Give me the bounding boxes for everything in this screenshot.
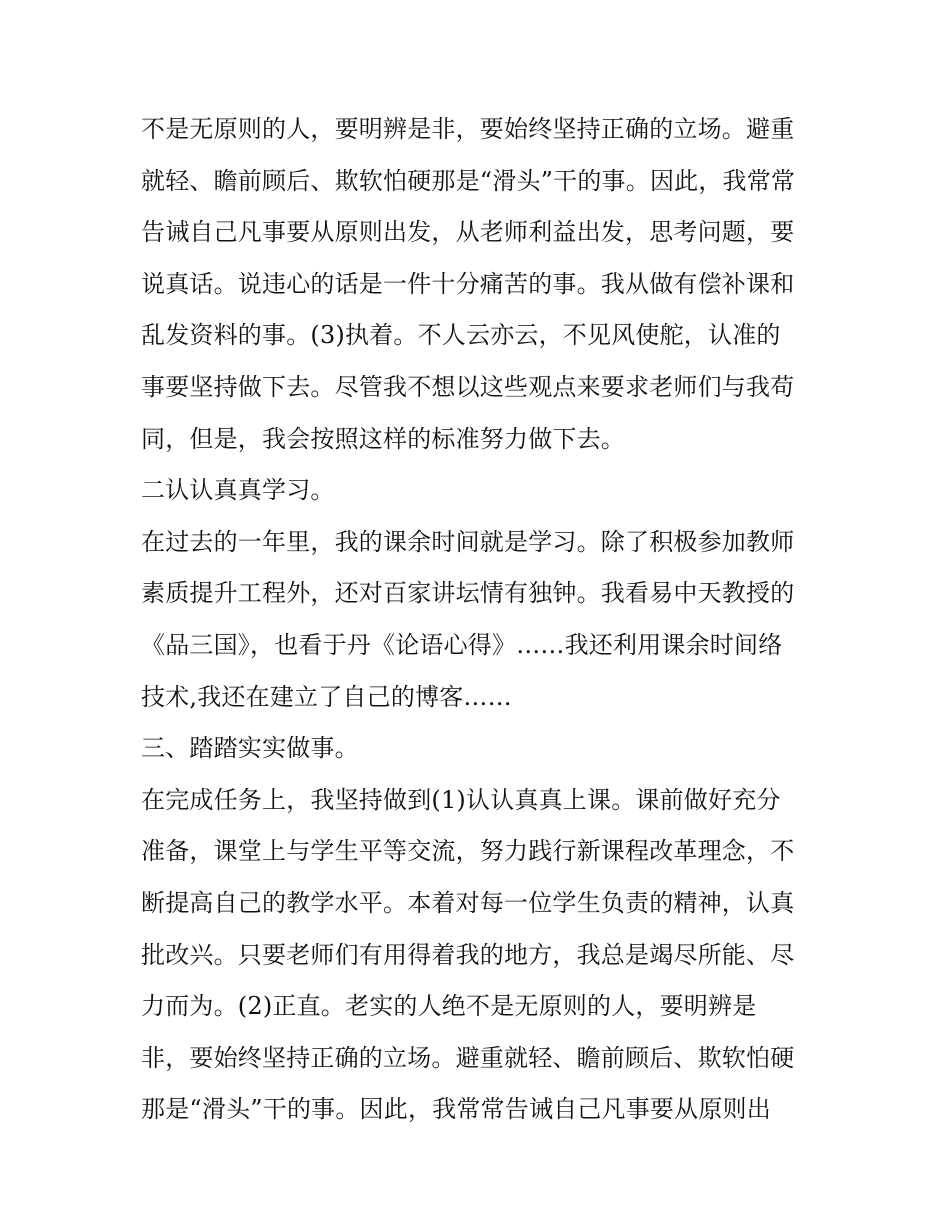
text-line: 乱发资料的事。(3)执着。不人云亦云，不见风使舵，认准的: [141, 321, 781, 350]
text-line: 那是“滑头”干的事。因此，我常常告诫自己凡事要从原则出: [141, 1095, 771, 1124]
text-line: 事要坚持做下去。尽管我不想以这些观点来要求老师们与我苟: [141, 372, 795, 401]
text-line: 非，要始终坚持正确的立场。避重就轻、瞻前顾后、欺软怕硬: [141, 1043, 795, 1072]
text-line: 准备，课堂上与学生平等交流，努力践行新课程改革理念，不: [141, 837, 795, 866]
text-line: 技术,我还在建立了自己的博客……: [141, 682, 512, 711]
section-heading: 三、踏踏实实做事。: [141, 734, 359, 763]
text-line: 素质提升工程外，还对百家讲坛情有独钟。我看易中天教授的: [141, 579, 795, 608]
section-heading: 二认认真真学习。: [141, 476, 335, 505]
text-line: 说真话。说违心的话是一件十分痛苦的事。我从做有偿补课和: [141, 269, 795, 298]
text-line: 就轻、瞻前顾后、欺软怕硬那是“滑头”干的事。因此，我常常: [141, 166, 796, 195]
text-line: 不是无原则的人，要明辨是非，要始终坚持正确的立场。避重: [141, 115, 795, 143]
text-line: 在过去的一年里，我的课余时间就是学习。除了积极参加教师: [141, 527, 795, 556]
text-line: 断提高自己的教学水平。本着对每一位学生负责的精神，认真: [141, 888, 795, 917]
body-text: [141, 104, 821, 1136]
text-line: 告诫自己凡事要从原则出发，从老师利益出发，思考问题，要: [141, 218, 795, 247]
text-line: 同，但是，我会按照这样的标准努力做下去。: [141, 424, 625, 453]
text-line: 在完成任务上，我坚持做到(1)认认真真上课。课前做好充分: [141, 785, 781, 814]
text-line: 批改兴。只要老师们有用得着我的地方，我总是竭尽所能、尽: [141, 940, 795, 969]
text-line: 力而为。(2)正直。老实的人绝不是无原则的人，要明辨是: [141, 992, 757, 1021]
text-line: 《品三国》，也看于丹《论语心得》……我还利用课余时间络: [141, 630, 783, 659]
